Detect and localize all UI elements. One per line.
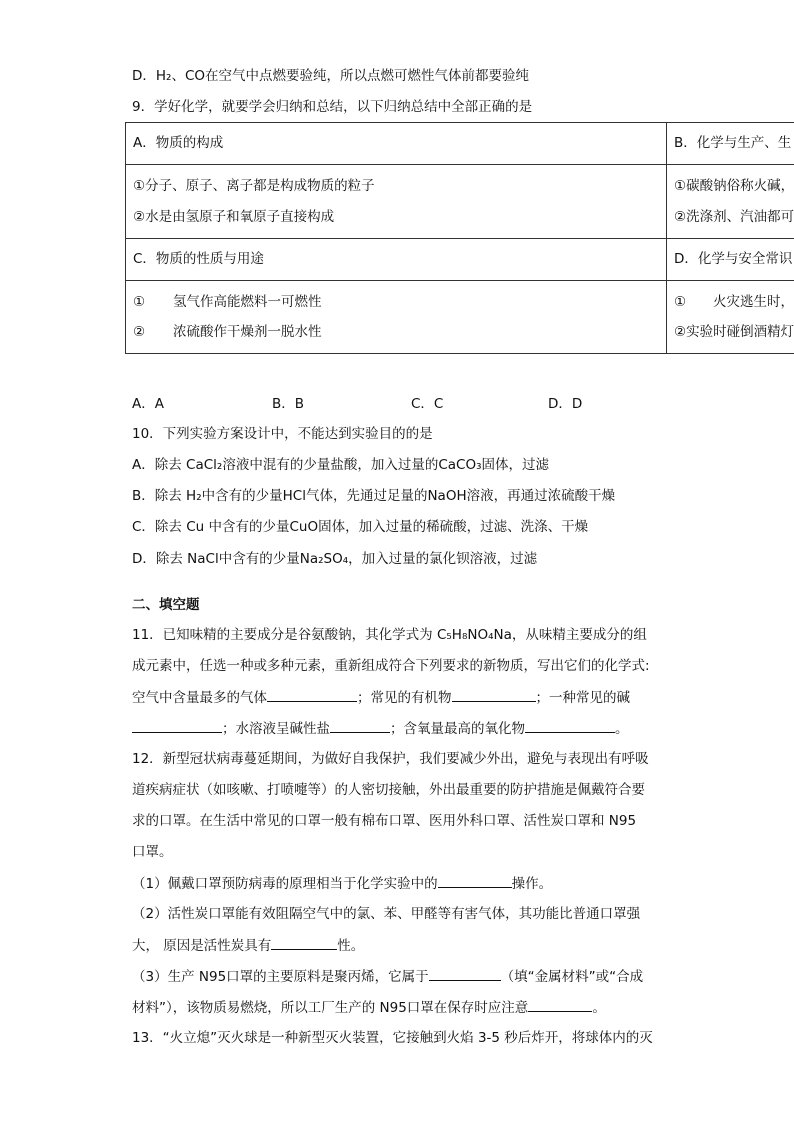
q11-line1: 11．已知味精的主要成分是谷氨酸钠，其化学式为 C₅H₈NO₄Na，从味精主要成分的组 [132, 627, 647, 643]
cell-b-line1: ①碳酸钠俗称火碱， [674, 178, 794, 194]
q12-sub3-cont [132, 997, 606, 1018]
q11-blank-3[interactable] [132, 718, 222, 733]
q11-line3 [132, 687, 630, 708]
q12-sub1 [132, 873, 552, 894]
q11-text-c: ；一种常见的碱 [535, 690, 630, 706]
q12-line4: 口罩。 [132, 844, 173, 860]
q11-blank-1[interactable] [267, 687, 357, 702]
q12-s3-text-a: （3）生产 N95口罩的主要原料是聚丙烯，它属于 [132, 969, 429, 985]
q12-s3-text-c: 材料”），该物质易燃烧，所以工厂生产的 N95口罩在保存时应注意 [132, 1000, 529, 1016]
q12-blank-3[interactable] [429, 966, 501, 981]
cell-a-title: A．物质的构成 [133, 135, 224, 151]
q11-blank-5[interactable] [525, 718, 615, 733]
cell-d-title: D．化学与安全常识 [674, 251, 793, 267]
cell-c-title: C．物质的性质与用途 [133, 251, 264, 267]
q12-blank-2[interactable] [271, 935, 337, 950]
cell-c-line1-num: ① [133, 294, 146, 310]
q11-text-d: ；水溶液呈碱性盐 [222, 721, 330, 737]
q12-line2: 道疾病症状（如咳嗽、打喷嚏等）的人密切接触，外出最重要的防护措施是佩戴符合要 [132, 782, 645, 798]
q10-stem: 10．下列实验方案设计中，不能达到实验目的的是 [132, 426, 433, 442]
q9-option-c[interactable]: C．C [411, 396, 444, 412]
q11-line2: 成元素中，任选一种或多种元素，重新组成符合下列要求的新物质，写出它们的化学式: [132, 658, 650, 674]
q12-s3-text-b: （填“金属材料”或“合成 [500, 969, 644, 985]
q12-line1: 12．新型冠状病毒蔓延期间，为做好自我保护，我们要减少外出，避免与表现出有呼吸 [132, 751, 649, 767]
q12-blank-1[interactable] [438, 873, 512, 888]
q11-line4 [132, 718, 629, 739]
q10-option-d[interactable]: D．除去 NaCl中含有的少量Na₂SO₄，加入过量的氯化钡溶液，过滤 [132, 551, 538, 567]
cell-d-line1: 火灾逃生时， [713, 294, 794, 310]
q12-blank-4[interactable] [528, 997, 592, 1012]
cell-d-line2: ②实验时碰倒酒精灯 [674, 324, 794, 340]
q9-option-a[interactable]: A．A [132, 396, 164, 412]
q13-line1: 13．“火立熄”灭火球是一种新型灭火装置，它接触到火焰 3-5 秒后炸开，将球体内的灭 [132, 1030, 653, 1046]
q12-s2-text-b: 大， 原因是活性炭具有 [132, 938, 272, 954]
q10-option-b[interactable]: B．除去 H₂中含有的少量HCl气体，先通过足量的NaOH溶液，再通过浓硫酸干燥 [132, 488, 616, 504]
q8-option-d: D．H₂、CO在空气中点燃要验纯，所以点燃可燃性气体前都要验纯 [132, 68, 530, 84]
q9-option-b[interactable]: B．B [272, 396, 305, 412]
cell-a-line1: ①分子、原子、离子都是构成物质的粒子 [133, 178, 375, 194]
q9-option-d[interactable]: D．D [548, 396, 583, 412]
cell-b-line2: ②洗涤剂、汽油都可 [674, 209, 794, 225]
q10-option-c[interactable]: C．除去 Cu 中含有的少量CuO固体，加入过量的稀硫酸，过滤、洗涤、干燥 [132, 519, 589, 535]
cell-d-line1-num: ① [674, 294, 687, 310]
q12-s2-text-c: 性。 [337, 938, 365, 954]
cell-c-line2: 浓硫酸作干燥剂一脱水性 [173, 324, 322, 340]
q12-sub2: （2）活性炭口罩能有效阻隔空气中的氯、苯、甲醛等有害气体，其功能比普通口罩强 [132, 906, 641, 922]
q12-s1-text-a: （1）佩戴口罩预防病毒的原理相当于化学实验中的 [132, 876, 438, 892]
cell-c-line1: 氢气作高能燃料一可燃性 [173, 294, 322, 310]
q11-blank-2[interactable] [452, 687, 536, 702]
q12-sub2-cont [132, 935, 364, 956]
q9-stem: 9．学好化学，就要学会归纳和总结，以下归纳总结中全部正确的是 [132, 99, 533, 115]
cell-b-title: B．化学与生产、生 [674, 135, 792, 151]
q10-option-a[interactable]: A．除去 CaCl₂溶液中混有的少量盐酸，加入过量的CaCO₃固体，过滤 [132, 457, 549, 473]
q11-text-b: ；常见的有机物 [357, 690, 452, 706]
q12-line3: 求的口罩。在生活中常见的口罩一般有棉布口罩、医用外科口罩、活性炭口罩和 N95 [132, 813, 637, 829]
q11-text-a: 空气中含量最多的气体 [132, 690, 267, 706]
cell-c-line2-num: ② [133, 324, 146, 340]
q11-text-e: ；含氧量最高的氧化物 [390, 721, 525, 737]
cell-a-line2: ②水是由氢原子和氧原子直接构成 [133, 209, 335, 225]
q12-s1-text-b: 操作。 [511, 876, 553, 892]
q9-table [125, 122, 794, 354]
q11-blank-4[interactable] [330, 718, 390, 733]
section-title: 二、填空题 [132, 597, 200, 613]
q12-sub3 [132, 966, 643, 987]
q12-s3-text-d: 。 [592, 1000, 606, 1016]
q11-text-f: 。 [615, 721, 629, 737]
